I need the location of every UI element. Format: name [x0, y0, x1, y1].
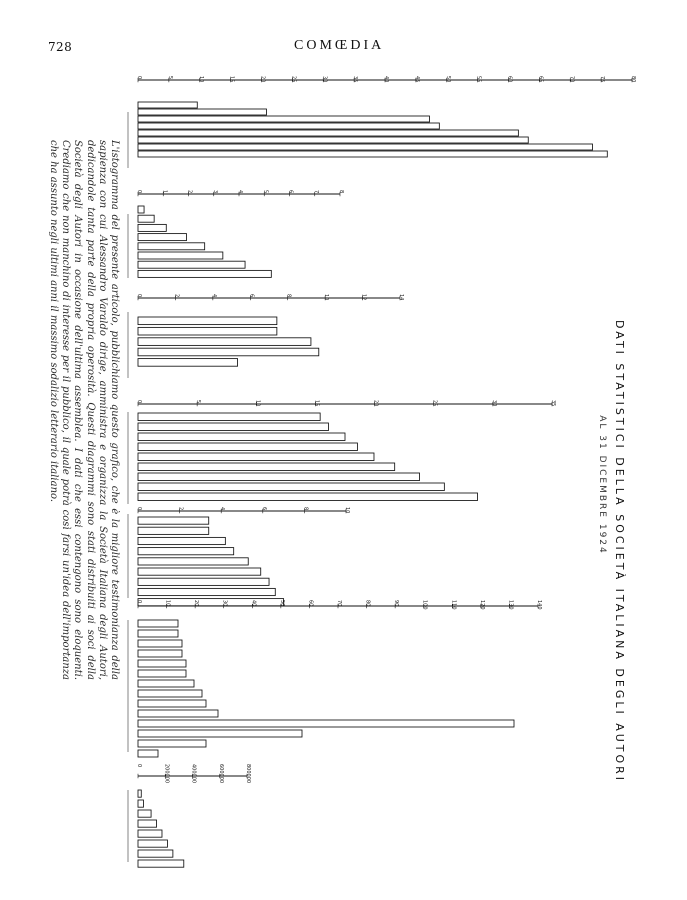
chart-5: [128, 507, 350, 606]
chart-3-tick-label: 2: [173, 294, 180, 298]
chart-6-tick-label: 110: [450, 600, 457, 610]
chart-6-tick-label: 70: [336, 600, 342, 607]
chart-3-tick-label: 8: [285, 294, 292, 298]
chart-3-tick-label: 10: [323, 294, 330, 301]
chart-5-bar: [138, 517, 209, 524]
chart-3-bar: [138, 359, 238, 367]
chart-1-tick-label: 40: [383, 76, 389, 83]
chart-3-bar: [138, 317, 277, 325]
chart-2-tick-label: 0: [136, 190, 142, 194]
chart-2-bar: [138, 261, 245, 268]
chart-5-bar: [138, 527, 209, 534]
chart-2: [128, 190, 344, 278]
chart-2-tick-label: 8: [338, 190, 344, 194]
chart-6-tick-label: 120: [478, 600, 485, 610]
chart-2-bar: [138, 243, 205, 250]
chart-6-bar: [138, 660, 186, 667]
chart-6-tick-label: 0: [136, 600, 142, 604]
chart-4-bar: [138, 493, 477, 501]
chart-5-bar: [138, 548, 234, 555]
chart-5-tick-label: 4: [219, 507, 226, 511]
chart-3-bar: [138, 348, 319, 356]
chart-1-tick-label: 25: [290, 76, 297, 83]
chart-7-bar: [138, 800, 143, 807]
chart-4-tick-label: 5: [195, 400, 202, 404]
chart-6-bar: [138, 620, 178, 627]
chart-4-bar: [138, 473, 420, 481]
chart-3-tick-label: 14: [398, 294, 404, 301]
chart-1-bar: [138, 137, 528, 143]
chart-6-bar: [138, 700, 206, 707]
chart-6-bar: [138, 640, 182, 647]
chart-4-bar: [138, 433, 345, 441]
chart-1-tick-label: 10: [197, 76, 204, 83]
chart-5-bar: [138, 599, 284, 606]
chart-6-tick-label: 50: [278, 600, 285, 607]
chart-4-tick-label: 35: [550, 400, 556, 407]
chart-4-bar: [138, 463, 395, 471]
chart-1-bar: [138, 116, 429, 122]
chart-3-tick-label: 12: [360, 294, 367, 301]
chart-4-tick-label: 25: [431, 400, 438, 407]
chart-3-tick-label: 4: [210, 294, 217, 298]
chart-6-bar: [138, 720, 514, 727]
chart-6-tick-label: 130: [507, 600, 514, 610]
chart-7-bar: [138, 830, 162, 837]
chart-5-bar: [138, 588, 275, 595]
chart-2-tick-label: 7: [312, 190, 319, 194]
chart-1-bar: [138, 144, 592, 150]
chart-5-tick-label: 6: [260, 507, 267, 511]
chart-5-tick-label: 10: [344, 507, 350, 514]
chart-1-tick-label: 50: [444, 76, 451, 83]
chart-6-bar: [138, 740, 206, 747]
chart-6-tick-label: 60: [307, 600, 314, 607]
chart-6-tick-label: 20: [193, 600, 200, 607]
chart-1-tick-label: 20: [259, 76, 266, 83]
chart-5-bar: [138, 578, 269, 585]
chart-1-bar: [138, 109, 266, 115]
chart-2-tick-label: 2: [186, 190, 193, 194]
chart-1-tick-label: 65: [537, 76, 544, 83]
chart-6-tick-label: 10: [164, 600, 171, 607]
chart-2-bar: [138, 234, 186, 241]
chart-1-bar: [138, 123, 439, 129]
chart-2-tick-label: 6: [287, 190, 294, 194]
chart-3: [128, 294, 404, 378]
chart-1-tick-label: 55: [475, 76, 482, 83]
intro-text: L'istogramma del presente articolo, pubblichiamo questo grafico, che è la migliore testimonianza della sapienza con cui Alessandro Varaldo dirige, amministra e organizza la Società Italiana degli Autori, dedicandole tanta parte della propria operosità. Questi diagrammi sono stati distribuiti ai soci della Società degli Autori in occasione dell'ultima assemblea. I dati che essi contengono sono eloquenti. Crediamo che non manchino di interesse per il pubblico, il quale potrà così farsi un'idea dell'importanza che ha assunto negli ultimi anni il massimo sodalizio letterario italiano.: [48, 140, 120, 680]
chart-7-bar: [138, 810, 151, 817]
chart-1-tick-label: 0: [136, 76, 142, 80]
main-title-line-2: AL 31 DICEMBRE 1924: [597, 415, 607, 555]
page-number: 728: [48, 40, 73, 54]
chart-1-tick-label: 75: [599, 76, 606, 83]
chart-1-tick-label: 30: [321, 76, 328, 83]
chart-1-tick-label: 45: [413, 76, 420, 83]
chart-1-tick-label: 15: [228, 76, 235, 83]
chart-7: [128, 764, 251, 867]
chart-7-bar: [138, 820, 157, 827]
chart-2-bar: [138, 270, 271, 277]
chart-6-tick-label: 40: [250, 600, 257, 607]
chart-4-bar: [138, 453, 374, 461]
chart-2-tick-label: 4: [237, 190, 243, 194]
chart-4-tick-label: 15: [313, 400, 320, 407]
chart-7-tick-label: 800000: [245, 764, 251, 784]
chart-2-tick-label: 3: [211, 190, 218, 194]
chart-7-tick-label: 200000: [163, 764, 170, 784]
chart-3-tick-label: 6: [248, 294, 255, 298]
chart-1-tick-label: 5: [166, 76, 173, 80]
chart-5-tick-label: 8: [302, 507, 309, 511]
chart-6-tick-label: 100: [421, 600, 428, 610]
chart-5-tick-label: 2: [177, 507, 184, 511]
chart-1-tick-label: 35: [352, 76, 359, 83]
chart-6-bar: [138, 750, 158, 757]
chart-4-tick-label: 0: [136, 400, 142, 404]
chart-1-bar: [138, 130, 518, 136]
chart-6-bar: [138, 710, 218, 717]
chart-5-bar: [138, 558, 248, 565]
chart-5-bar: [138, 537, 225, 544]
chart-2-bar: [138, 224, 166, 231]
chart-1-tick-label: 60: [506, 76, 513, 83]
chart-2-bar: [138, 215, 154, 222]
chart-7-tick-label: 400000: [190, 764, 197, 784]
chart-7-bar: [138, 850, 173, 857]
chart-6-tick-label: 30: [221, 600, 228, 607]
chart-1-tick-label: 70: [568, 76, 575, 83]
chart-4-tick-label: 20: [372, 400, 379, 407]
chart-6-bar: [138, 670, 186, 677]
chart-3-bar: [138, 338, 311, 346]
chart-6: [128, 600, 542, 757]
chart-7-bar: [138, 860, 184, 867]
chart-1-bar: [138, 151, 607, 157]
journal-title: COMŒDIA: [294, 38, 385, 53]
chart-3-tick-label: 0: [136, 294, 142, 298]
chart-7-bar: [138, 790, 141, 797]
chart-1-bar: [138, 102, 197, 108]
chart-5-tick-label: 0: [136, 507, 142, 511]
chart-4-bar: [138, 443, 357, 451]
chart-1-tick-label: 80: [630, 76, 636, 83]
chart-2-bar: [138, 252, 223, 259]
chart-4-bar: [138, 483, 444, 491]
chart-6-bar: [138, 730, 302, 737]
chart-6-bar: [138, 680, 194, 687]
chart-4-bar: [138, 423, 328, 431]
chart-6-tick-label: 90: [393, 600, 400, 607]
chart-4-bar: [138, 413, 320, 421]
chart-6-bar: [138, 630, 178, 637]
chart-6-bar: [138, 650, 182, 657]
chart-2-bar: [138, 206, 144, 213]
chart-4: [128, 400, 556, 504]
chart-1: [128, 76, 636, 168]
chart-6-tick-label: 80: [364, 600, 371, 607]
chart-4-tick-label: 30: [490, 400, 497, 407]
chart-7-bar: [138, 840, 167, 847]
chart-6-tick-label: 140: [536, 600, 542, 610]
main-title-line-1: DATI STATISTICI DELLA SOCIETÀ ITALIANA DEGLI AUTORI: [613, 320, 626, 784]
chart-6-bar: [138, 690, 202, 697]
chart-7-tick-label: 600000: [217, 764, 224, 784]
chart-7-tick-label: 0: [136, 764, 142, 768]
chart-5-bar: [138, 568, 261, 575]
chart-2-tick-label: 5: [262, 190, 269, 194]
chart-3-bar: [138, 327, 277, 335]
chart-2-tick-label: 1: [161, 190, 168, 194]
chart-4-tick-label: 10: [254, 400, 261, 407]
